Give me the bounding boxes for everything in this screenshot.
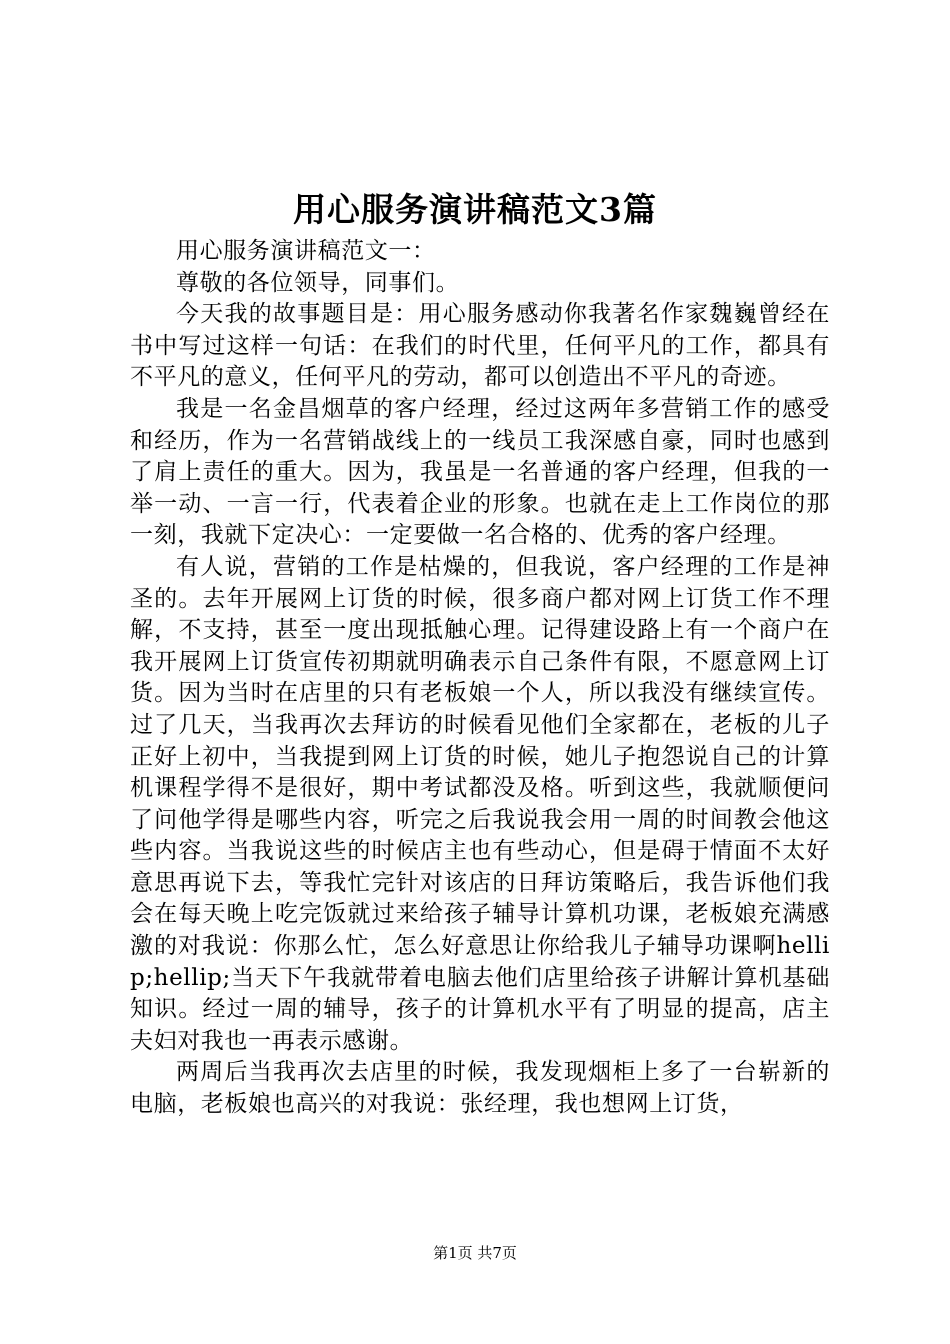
paragraph-3: 今天我的故事题目是：用心服务感动你我著名作家魏巍曾经在书中写过这样一句话：在我们的时代里，任何平凡的工作，都具有不平凡的意义，任何平凡的劳动，都可以创造出不平凡的奇迹。 xyxy=(130,301,830,391)
document-body xyxy=(130,236,830,1121)
paragraph-1: 用心服务演讲稿范文一： xyxy=(176,238,436,264)
paragraph-2: 尊敬的各位领导，同事们。 xyxy=(176,269,460,296)
page-number-footer: 第1页 共7页 xyxy=(433,1244,517,1262)
paragraph-5: 有人说，营销的工作是枯燥的，但我说，客户经理的工作是神圣的。去年开展网上订货的时候，很多商户都对网上订货工作不理解，不支持，甚至一度出现抵触心理。记得建设路上有一个商户在我开展网上订货宣传初期就明确表示自己条件有限，不愿意网上订货。因为当时在店里的只有老板娘一个人，所以我没有继续宣传。过了几天，当我再次去拜访的时候看见他们全家都在，老板的儿子正好上初中，当我提到网上订货的时候，她儿子抱怨说自己的计算机课程学得不是很好，期中考试都没及格。听到这些，我就顺便问了问他学得是哪些内容，听完之后我说我会用一周的时间教会他这些内容。当我说这些的时候店主也有些动心，但是碍于情面不太好意思再说下去，等我忙完针对该店的日拜访策略后，我告诉他们我会在每天晚上吃完饭就过来给孩子辅导计算机功课，老板娘充满感激的对我说：你那么忙，怎么好意思让你给我儿子辅导功课啊hellip;hellip;当天下午我就带着电脑去他们店里给孩子讲解计算机基础知识。经过一周的辅导，孩子的计算机水平有了明显的提高，店主夫妇对我也一再表示感谢。 xyxy=(130,553,830,1054)
paragraph-6: 两周后当我再次去店里的时候，我发现烟柜上多了一台崭新的电脑，老板娘也高兴的对我说：张经理，我也想网上订货， xyxy=(130,1059,830,1118)
paragraph-4: 我是一名金昌烟草的客户经理，经过这两年多营销工作的感受和经历，作为一名营销战线上的一线员工我深感自豪，同时也感到了肩上责任的重大。因为，我虽是一名普通的客户经理，但我的一举一动、一言一行，代表着企业的形象。也就在走上工作岗位的那一刻，我就下定决心：一定要做一名合格的、优秀的客户经理。 xyxy=(130,395,830,549)
document-title: 用心服务演讲稿范文3篇 xyxy=(293,190,657,229)
